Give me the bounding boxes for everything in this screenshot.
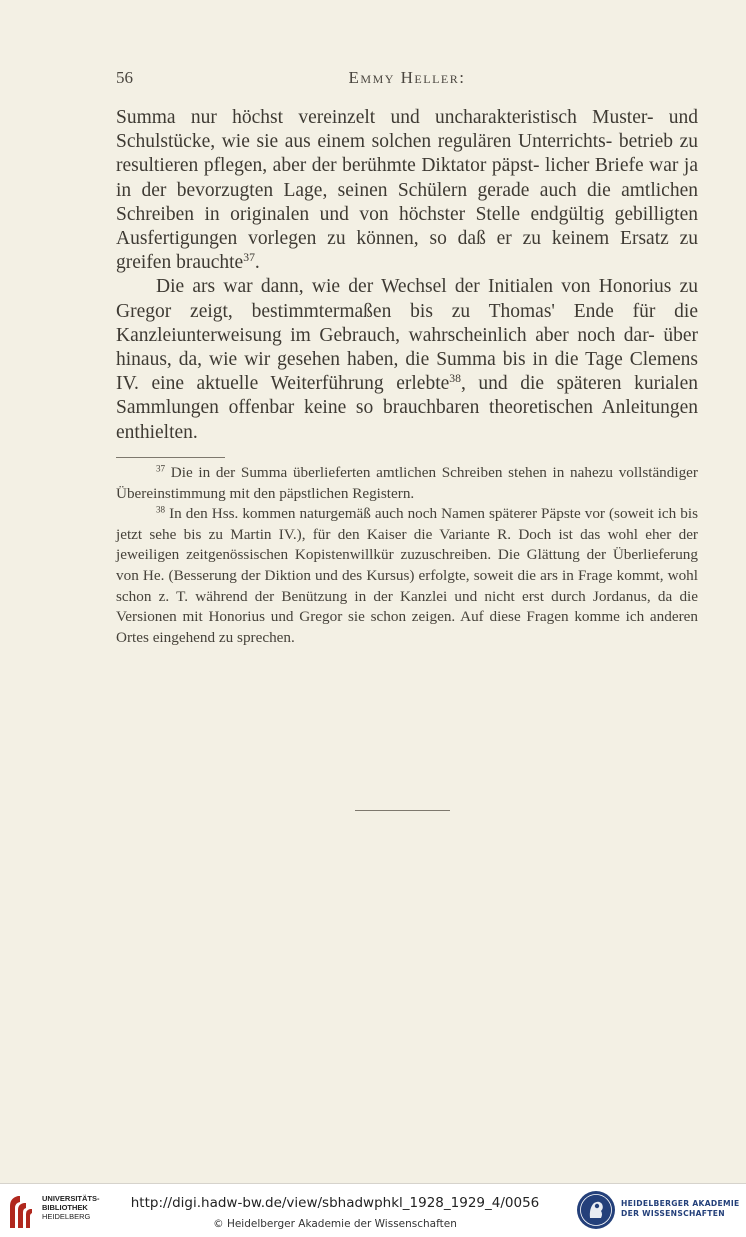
paragraph-2 [116,275,698,444]
permalink-link[interactable]: http://digi.hadw-bw.de/view/sbhadwphkl_1928_1929_4/0056 [130,1195,540,1211]
paragraph-2-text-b: , und die späteren kurialen Sammlungen offenbar keine so brauchbaren theoretischen Anleitungen enthielten. [116,373,698,443]
footnote-text: Die in der Summa überlieferten amtlichen Schreiben stehen in nahezu vollständiger Übereinstimmung mit den päpstlichen Registern. [116,464,698,502]
footnote-number: 37 [156,463,166,474]
end-separator [355,810,450,811]
header-title: Emmy Heller: [348,68,466,87]
paragraph-1-text: Summa nur höchst vereinzelt und uncharakteristisch Muster- und Schulstücke, wie sie aus einem solchen regulären Unterrichts- betrieb zu resultieren pflegen, aber der berühmte Diktator päpst- licher Briefe war ja in der bevorzugten Lage, seinen Schülern gerade auch die amtlichen Schreiben in originalen und von höchster Stelle endgültig gebilligten Ausfertigungen vorlegen zu können, so daß er zu keinem Ersatz zu greifen brauchte [116,107,698,274]
main-text [116,106,698,445]
running-head [116,68,698,90]
paragraph-1 [116,106,698,275]
library-logo-text [42,1194,100,1221]
paragraph-1-end: . [254,252,260,274]
library-line-2: BIBLIOTHEK [42,1203,88,1212]
footnote-number: 38 [156,504,166,515]
academy-line-2: DER WISSENSCHAFTEN [621,1209,725,1218]
footnote-separator [116,457,225,458]
footnotes [116,463,698,648]
academy-line-1: HEIDELBERGER AKADEMIE [621,1199,740,1208]
copyright-notice: © Heidelberger Akademie der Wissenschaften [213,1218,457,1230]
footer-bar [0,1183,746,1237]
paragraph-2-text-a: Die ars war dann, wie der Wechsel der Initialen von Honorius zu Gregor zeigt, bestimmtermaßen bis zu Thomas' Ende für die Kanzleiunterweisung im Gebrauch, wahrscheinlich aber noch dar- über hinaus, da, wie wir gesehen haben, die Summa bis in die Tage Clemens IV. eine aktuelle Weiterführung erlebte [116,276,698,395]
footnote-text: In den Hss. kommen naturgemäß auch noch Namen späterer Päpste vor (soweit ich bis jetzt sehe bis zu Martin IV.), für den Kaiser die Variante R. Doch ist das wohl eher der jeweiligen zeitgenössischen Kopistenwillkür zuzuschreiben. Die Glättung der Überlieferung von He. (Besserung der Diktion und des Kursus) erfolgte, soweit die ars in Frage kommt, wohl schon z. T. während der Benützung in der Kanzlei und nicht erst durch Jordanus, da die Versionen mit Honorius und Gregor sie schon zeigen. Auf diese Fragen komme ich anderen Ortes eingehend zu sprechen. [116,505,698,646]
academy-logo-text [621,1199,739,1219]
library-logo-icon[interactable] [6,1192,36,1230]
footnote-38 [116,504,698,648]
footnote-37 [116,463,698,504]
academy-seal-icon[interactable] [576,1190,616,1230]
library-line-1: UNIVERSITÄTS- [42,1194,100,1203]
page-number: 56 [116,68,133,87]
footnote-ref-38[interactable]: 38 [449,372,461,386]
library-line-3: HEIDELBERG [42,1212,91,1221]
footnote-ref-37[interactable]: 37 [243,251,255,265]
